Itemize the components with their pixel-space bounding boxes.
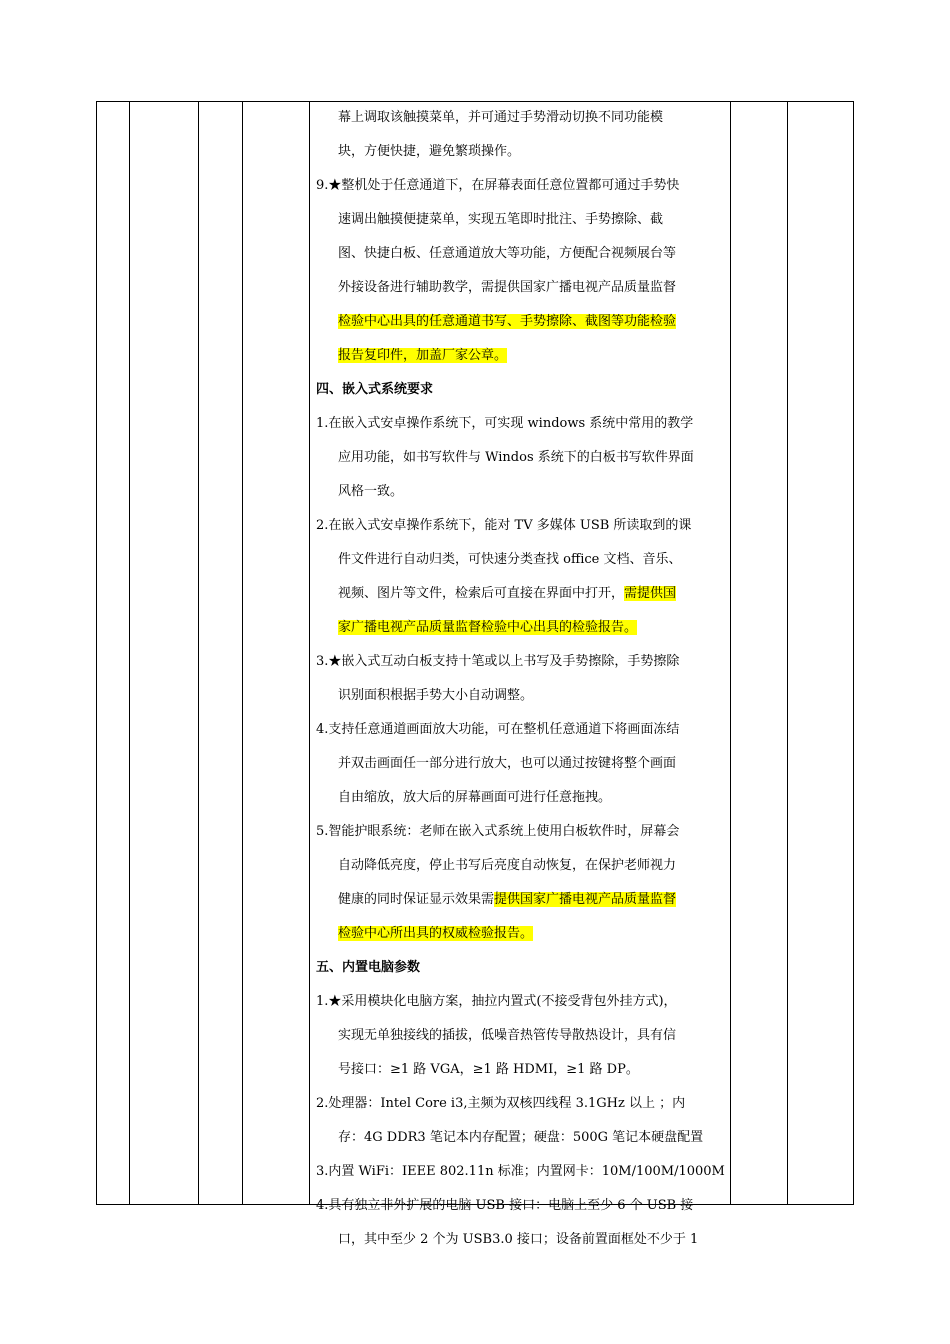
- table-column-divider: [198, 102, 199, 1204]
- spec-line: [316, 271, 728, 305]
- spec-line: [316, 781, 728, 815]
- text-segment: 2.在嵌入式安卓操作系统下，能对 TV 多媒体 USB 所读取到的课: [316, 518, 692, 533]
- section-heading: [316, 373, 728, 407]
- spec-line: [316, 237, 728, 271]
- spec-line: [316, 985, 728, 1019]
- spec-line: [316, 645, 728, 679]
- section-heading: [316, 951, 728, 985]
- table-column-divider: [242, 102, 243, 1204]
- table-column-divider: [787, 102, 788, 1204]
- text-segment: 件文件进行自动归类，可快速分类查找 office 文档、音乐、: [338, 552, 682, 567]
- spec-line: [316, 203, 728, 237]
- text-segment: 1.★采用模块化电脑方案，抽拉内置式(不接受背包外挂方式)，: [316, 994, 677, 1009]
- spec-line: [316, 679, 728, 713]
- highlighted-text: 检验中心所出具的权威检验报告。: [338, 926, 534, 941]
- spec-line: [316, 815, 728, 849]
- text-segment: 健康的同时保证显示效果需: [338, 892, 495, 907]
- text-segment: 块，方便快捷，避免繁琐操作。: [338, 144, 521, 159]
- text-segment: 口，其中至少 2 个为 USB3.0 接口；设备前置面框处不少于 1: [338, 1232, 699, 1247]
- spec-line: [316, 1223, 728, 1257]
- highlighted-text: 报告复印件，加盖厂家公章。: [338, 348, 508, 363]
- text-segment: 视频、图片等文件，检索后可直接在界面中打开，: [338, 586, 625, 601]
- spec-line: [316, 849, 728, 883]
- text-segment: 存：4G DDR3 笔记本内存配置；硬盘：500G 笔记本硬盘配置: [338, 1130, 704, 1145]
- text-segment: 4.具有独立非外扩展的电脑 USB 接口：电脑上至少 6 个 USB 接: [316, 1198, 694, 1213]
- spec-line: [316, 611, 728, 645]
- text-segment: 实现无单独接线的插拔，低噪音热管传导散热设计，具有信: [338, 1028, 677, 1043]
- spec-line: [316, 1121, 728, 1155]
- highlighted-text: 检验中心出具的任意通道书写、手势擦除、截图等功能检验: [338, 314, 677, 329]
- table-column-divider: [309, 102, 310, 1204]
- spec-line: [316, 1053, 728, 1087]
- text-segment: 应用功能，如书写软件与 Windos 系统下的白板书写软件界面: [338, 450, 694, 465]
- spec-line: [316, 1155, 728, 1189]
- text-segment: 1.在嵌入式安卓操作系统下，可实现 windows 系统中常用的教学: [316, 416, 694, 431]
- spec-line: [316, 339, 728, 373]
- highlighted-text: 提供国家广播电视产品质量监督: [494, 892, 677, 907]
- spec-line: [316, 509, 728, 543]
- text-segment: 幕上调取该触摸菜单，并可通过手势滑动切换不同功能模: [338, 110, 664, 125]
- spec-line: [316, 407, 728, 441]
- text-segment: 并双击画面任一部分进行放大，也可以通过按键将整个画面: [338, 756, 677, 771]
- text-segment: 4.支持任意通道画面放大功能，可在整机任意通道下将画面冻结: [316, 722, 680, 737]
- text-segment: 5.智能护眼系统：老师在嵌入式系统上使用白板软件时，屏幕会: [316, 824, 680, 839]
- table-column-divider: [129, 102, 130, 1204]
- text-segment: 识别面积根据手势大小自动调整。: [338, 688, 534, 703]
- spec-line: [316, 475, 728, 509]
- spec-line: [316, 1087, 728, 1121]
- highlighted-text: 需提供国: [624, 586, 677, 601]
- text-segment: 外接设备进行辅助教学，需提供国家广播电视产品质量监督: [338, 280, 677, 295]
- text-segment: 3.★嵌入式互动白板支持十笔或以上书写及手势擦除，手势擦除: [316, 654, 680, 669]
- spec-line: [316, 577, 728, 611]
- spec-line: [316, 713, 728, 747]
- text-segment: 图、快捷白板、任意通道放大等功能，方便配合视频展台等: [338, 246, 677, 261]
- text-segment: 号接口：≥1 路 VGA，≥1 路 HDMI，≥1 路 DP。: [338, 1062, 639, 1077]
- spec-line: [316, 747, 728, 781]
- text-segment: 速调出触摸便捷菜单，实现五笔即时批注、手势擦除、截: [338, 212, 664, 227]
- spec-line: [316, 543, 728, 577]
- spec-line: [316, 883, 728, 917]
- text-segment: 2.处理器：Intel Core i3,主频为双核四线程 3.1GHz 以上 ；内: [316, 1096, 686, 1111]
- spec-line: [316, 101, 728, 135]
- spec-line: [316, 1189, 728, 1223]
- spec-line: [316, 917, 728, 951]
- spec-line: [316, 135, 728, 169]
- spec-line: [316, 1019, 728, 1053]
- text-segment: 四、嵌入式系统要求: [316, 382, 434, 397]
- text-segment: 风格一致。: [338, 484, 404, 499]
- text-segment: 3.内置 WiFi：IEEE 802.11n 标准；内置网卡：10M/100M/1000M: [316, 1164, 725, 1179]
- spec-line: [316, 169, 728, 203]
- spec-line: [316, 305, 728, 339]
- text-segment: 自由缩放，放大后的屏幕画面可进行任意拖拽。: [338, 790, 612, 805]
- spec-content-cell: [316, 101, 728, 1257]
- text-segment: 五、内置电脑参数: [316, 960, 421, 975]
- text-segment: 9.★整机处于任意通道下，在屏幕表面任意位置都可通过手势快: [316, 178, 680, 193]
- table-column-divider: [730, 102, 731, 1204]
- highlighted-text: 家广播电视产品质量监督检验中心出具的检验报告。: [338, 620, 638, 635]
- text-segment: 自动降低亮度，停止书写后亮度自动恢复，在保护老师视力: [338, 858, 677, 873]
- spec-line: [316, 441, 728, 475]
